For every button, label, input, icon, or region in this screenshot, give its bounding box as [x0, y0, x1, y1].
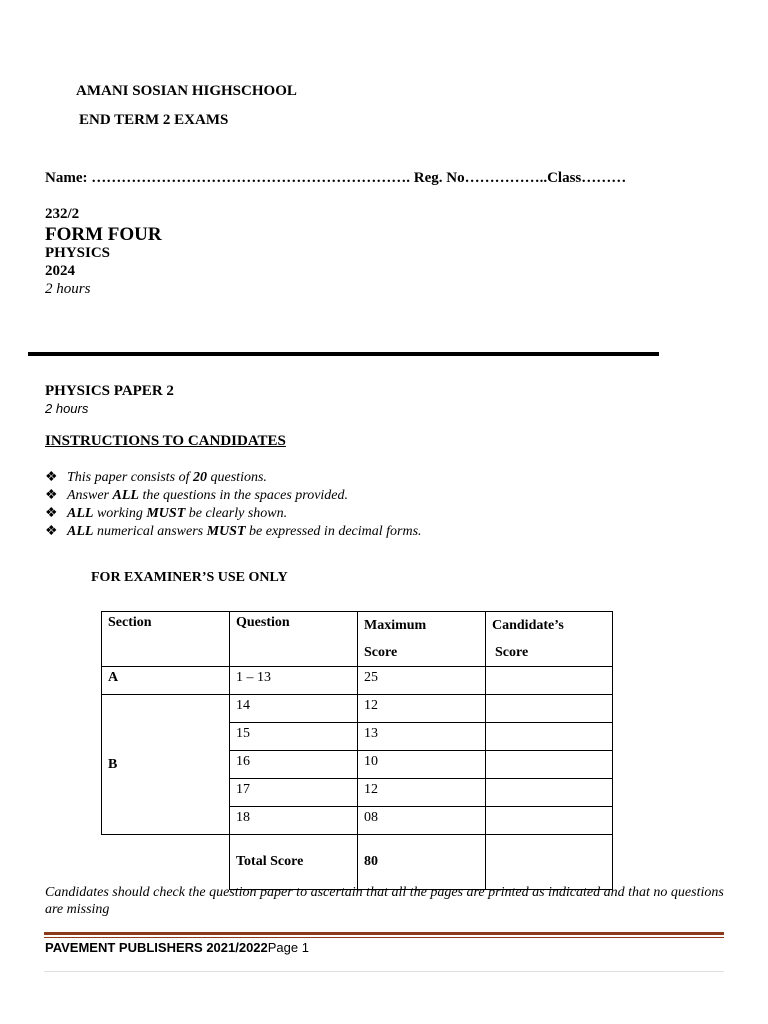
table-row	[102, 695, 613, 723]
table-row	[102, 667, 613, 695]
candidate-score-cell[interactable]	[486, 667, 613, 695]
bullet-diamond-icon: ❖	[45, 524, 58, 539]
footer-rule-thin	[44, 937, 724, 938]
header-question: Question	[230, 612, 358, 667]
header-candidate-score: Candidate’s Score	[486, 612, 613, 667]
score-table	[101, 611, 613, 890]
exam-duration: 2 hours	[45, 281, 91, 297]
instruction-item	[45, 505, 422, 523]
instruction-text: This paper consists of 20 questions.	[67, 470, 267, 485]
name-dots: : ……………………………………………………….	[82, 170, 410, 186]
paper-code: 232/2	[45, 206, 80, 222]
candidate-score-cell[interactable]	[486, 723, 613, 751]
page-number: Page 1	[267, 940, 309, 955]
instruction-text: ALL working MUST be clearly shown.	[67, 506, 288, 521]
instruction-text: Answer ALL the questions in the spaces provided.	[67, 488, 349, 503]
candidate-score-cell[interactable]	[486, 807, 613, 835]
max-score-cell: 10	[358, 751, 486, 779]
footer-rule-thick	[44, 932, 724, 935]
school-name: AMANI SOSIAN HIGHSCHOOL	[76, 83, 297, 99]
instruction-text: ALL numerical answers MUST be expressed in decimal forms.	[67, 524, 422, 539]
footer-divider	[44, 971, 724, 972]
table-header-row	[102, 612, 613, 667]
instructions-list	[45, 469, 422, 541]
candidate-details-line	[45, 170, 626, 187]
instruction-item	[45, 487, 422, 505]
paper-duration: 2 hours	[45, 401, 89, 416]
section-a-cell: A	[102, 667, 230, 695]
instructions-heading: INSTRUCTIONS TO CANDIDATES	[45, 433, 286, 449]
header-section: Section	[102, 612, 230, 667]
question-cell: 18	[230, 807, 358, 835]
max-score-cell: 13	[358, 723, 486, 751]
publisher-name: PAVEMENT PUBLISHERS 2021/2022	[45, 940, 268, 955]
question-cell: 14	[230, 695, 358, 723]
examiner-heading: FOR EXAMINER’S USE ONLY	[91, 570, 288, 585]
class-dots: ………	[581, 170, 627, 186]
instruction-item	[45, 523, 422, 541]
exam-title: END TERM 2 EXAMS	[79, 112, 229, 128]
bullet-diamond-icon: ❖	[45, 488, 58, 503]
candidate-total-cell[interactable]	[486, 835, 613, 890]
instruction-item	[45, 469, 422, 487]
question-cell: 16	[230, 751, 358, 779]
question-cell: 15	[230, 723, 358, 751]
question-cell: 1 – 13	[230, 667, 358, 695]
candidate-note: Candidates should check the question paper to ascertain that all the pages are printed as indicated and that no questions are missing	[45, 885, 724, 917]
section-divider	[28, 352, 659, 356]
question-cell: 17	[230, 779, 358, 807]
header-maximum-score: Maximum Score	[358, 612, 486, 667]
max-score-cell: 12	[358, 695, 486, 723]
total-score-label: Total Score	[230, 835, 358, 890]
total-row	[102, 835, 613, 890]
section-b-cell: B	[102, 695, 230, 835]
exam-year: 2024	[45, 263, 75, 279]
bullet-diamond-icon: ❖	[45, 506, 58, 521]
reg-dots: ……………..	[464, 170, 548, 186]
max-score-cell: 25	[358, 667, 486, 695]
name-label: Name	[45, 170, 83, 186]
candidate-score-cell[interactable]	[486, 779, 613, 807]
paper-title: PHYSICS PAPER 2	[45, 383, 174, 399]
form-level: FORM FOUR	[45, 224, 162, 245]
candidate-score-cell[interactable]	[486, 751, 613, 779]
total-score-value: 80	[358, 835, 486, 890]
bullet-diamond-icon: ❖	[45, 470, 58, 485]
page-footer	[45, 940, 309, 955]
candidate-score-cell[interactable]	[486, 695, 613, 723]
empty-cell	[102, 835, 230, 890]
subject: PHYSICS	[45, 245, 111, 261]
max-score-cell: 08	[358, 807, 486, 835]
reg-label: Reg. No	[410, 170, 465, 186]
max-score-cell: 12	[358, 779, 486, 807]
class-label: Class	[547, 170, 582, 186]
